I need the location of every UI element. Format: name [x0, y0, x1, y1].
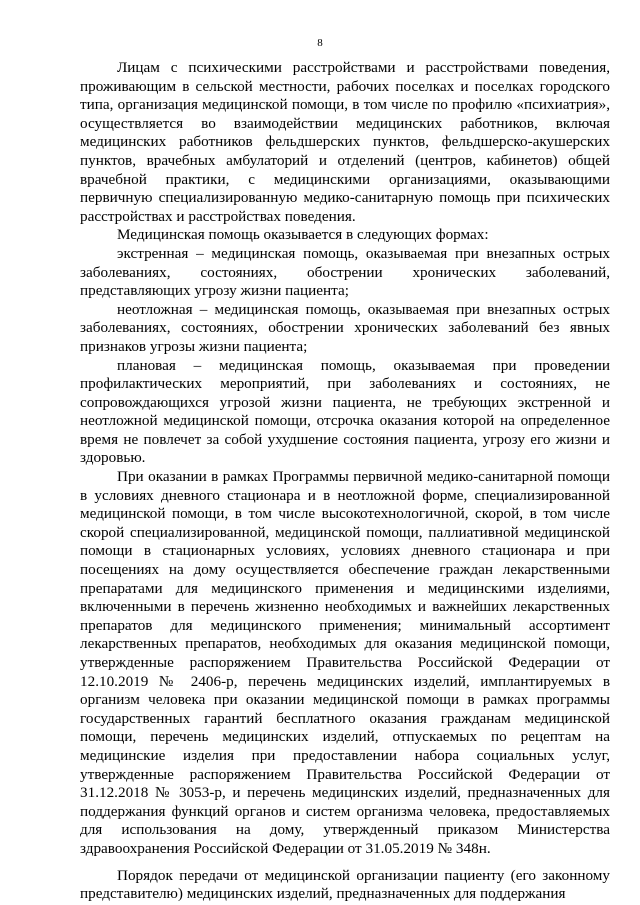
- paragraph-care-forms-intro: Медицинская помощь оказывается в следующих формах:: [117, 226, 489, 244]
- paragraph-psychiatric-care: Лицам с психическими расстройствами и расстройствами поведения, проживающим в сельской местности, рабочих поселках и поселках городского типа, организация медицинской помощи, в том числе по профилю «психиатрия», осуществляется во взаимодействии медицинских работников, включая медицинских работников фельдшерских пунктов, фельдшерско-акушерских пунктов, врачебных амбулаторий и отделений (центров, кабинетов) общей врачебной практики, с медицинскими организациями, оказывающими первичную специализированную медико-санитарную помощь при психических расстройствах и расстройствах поведения.: [80, 59, 610, 225]
- paragraph-drug-provision: При оказании в рамках Программы первичной медико-санитарной помощи в условиях дневного стационара и в неотложной форме, специализированной медицинской помощи, в том числе высокотехнологичной, скорой, в том числе скорой специализированной, медицинской помощи, паллиативной медицинской помощи в стационарных условиях, условиях дневного стационара и при посещениях на дому осуществляется обеспечение граждан лекарственными препаратами для медицинского применения и медицинскими изделиями, включенными в перечень жизненно необходимых и важнейших лекарственных препаратов для медицинского применения; минимальный ассортимент лекарственных препаратов, необходимых для оказания медицинской помощи, утвержденные распоряжением Правительства Российской Федерации от 12.10.2019 № 2406-р, перечень медицинских изделий, имплантируемых в организм человека при оказании медицинской помощи в рамках программы государственных гарантий бесплатного оказания гражданам медицинской помощи, перечень медицинских изделий, отпускаемых по рецептам на медицинские изделия при предоставлении набора социальных услуг, утвержденные распоряжением Правительства Российской Федерации от 31.12.2018 № 3053-р, и перечень медицинских изделий, предназначенных для поддержания функций органов и систем организма человека, предоставляемых для использования на дому, утвержденный приказом Министерства здравоохранения Российской Федерации от 31.05.2019 № 348н.: [80, 468, 610, 857]
- paragraph-urgent-care: неотложная – медицинская помощь, оказываемая при внезапных острых заболеваниях, состояниях, обострении хронических заболеваний без явных признаков угрозы жизни пациента;: [80, 300, 610, 355]
- paragraph-emergency-care: экстренная – медицинская помощь, оказываемая при внезапных острых заболеваниях, состояниях, обострении хронических заболеваний, представляющих угрозу жизни пациента;: [80, 244, 610, 300]
- page-number: 8: [317, 37, 323, 49]
- document-body: [80, 59, 610, 904]
- paragraph-planned-care: плановая – медицинская помощь, оказываемая при проведении профилактических мероприятий, при заболеваниях и состояниях, не сопровождающихся угрозой жизни пациента, не требующих экстренной и неотложной медицинской помощи, отсрочка оказания которой на определенное время не повлечет за собой ухудшение состояния пациента, угрозу его жизни и здоровью.: [80, 356, 610, 467]
- paragraph-device-transfer: Порядок передачи от медицинской организации пациенту (его законному представителю) медицинских изделий, предназначенных для поддержания: [80, 866, 610, 903]
